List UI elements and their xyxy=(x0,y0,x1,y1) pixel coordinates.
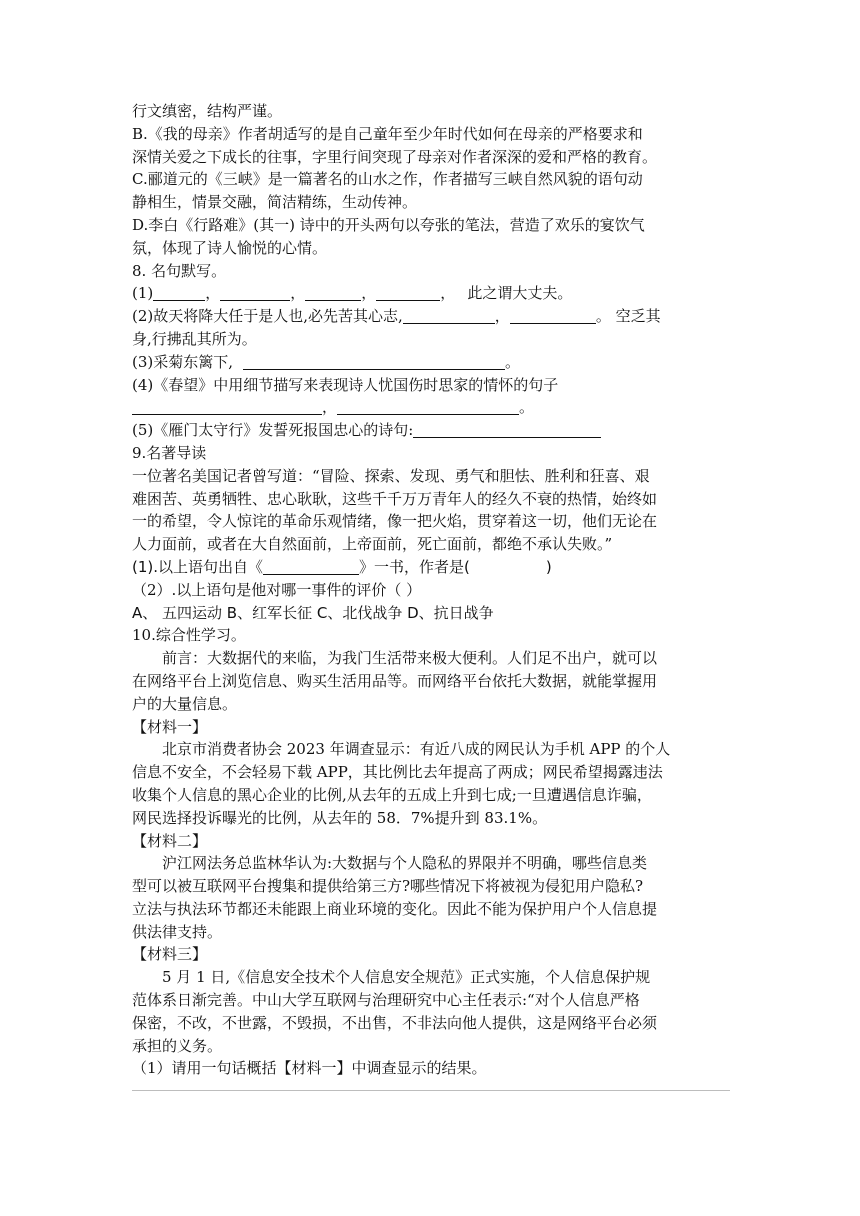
material-3-line-3: 保密，不改，不世露，不毁损，不出售，不非法向他人提供，这是网络平台必须 xyxy=(132,1013,658,1032)
material-3-line-4: 承担的义务。 xyxy=(132,1036,223,1055)
question-8-item-1: (1) ， ， ， ， 此之谓大丈夫。 xyxy=(132,284,573,303)
quote-line-1: 一位著名美国记者曾写道：“冒险、探索、发现、勇气和胆怯、胜利和狂喜、艰 xyxy=(132,466,650,485)
intro-line-2: 在网络平台上浏览信息、购买生活用品等。而网络平台依托大数据，就能掌握用 xyxy=(132,671,658,690)
answer-blank[interactable] xyxy=(376,284,440,301)
quote-line-2: 难困苦、英勇牺牲、忠心耿耿，这些千千万万青年人的经久不衰的热情，始终如 xyxy=(132,489,658,508)
option-c-line-2: 静相生，情景交融，简洁精练，生动传神。 xyxy=(132,193,418,212)
material-2-line-2: 型可以被互联网平台搜集和提供给第三方?哪些情况下将被视为侵犯用户隐私? xyxy=(132,877,644,896)
answer-blank[interactable] xyxy=(153,284,205,301)
item-number: (1) xyxy=(132,284,154,303)
material-2-heading: 【材料二】 xyxy=(132,831,208,850)
answer-blank[interactable] xyxy=(220,284,290,301)
option-b-line-2: 深情关爱之下成长的往事，字里行间突现了母亲对作者深深的爱和严格的教育。 xyxy=(132,147,658,166)
footer-divider xyxy=(132,1090,730,1091)
material-3-line-1: 5 月 1 日,《信息安全技术个人信息安全规范》正式实施，个人信息保护规 xyxy=(162,968,651,987)
item-1-ending: 此之谓大丈夫。 xyxy=(467,284,573,303)
question-8-title: 8. 名句默写。 xyxy=(132,261,227,280)
material-3-heading: 【材料三】 xyxy=(132,945,208,964)
option-b-line-1: B.《我的母亲》作者胡适写的是自己童年至少年时代如何在母亲的严格要求和 xyxy=(132,124,643,143)
material-1-line-3: 收集个人信息的黑心企业的比例,从去年的五成上升到七成;一旦遭遇信息诈骗， xyxy=(132,785,652,804)
question-9-part-2: （2）.以上语句是他对哪一事件的评价（ ） xyxy=(132,580,422,599)
material-1-line-1: 北京市消费者协会 2023 年调查显示：有近八成的网民认为手机 APP 的个人 xyxy=(162,740,671,759)
answer-blank[interactable] xyxy=(510,307,596,324)
question-9-part-1: (1).以上语句出自《 》一书，作者是( ) xyxy=(132,557,552,576)
intro-line-1: 前言：大数据代的来临，为我门生活带来极大便利。人们足不出户，就可以 xyxy=(162,649,658,668)
task-1-prompt: （1）请用一句话概括【材料一】中调查显示的结果。 xyxy=(132,1059,487,1078)
material-2-line-4: 供法律支持。 xyxy=(132,922,223,941)
material-2-line-3: 立法与执法环节都还未能跟上商业环境的变化。因此不能为保护用户个人信息提 xyxy=(132,899,658,918)
page-content xyxy=(132,100,732,1080)
answer-blank[interactable] xyxy=(305,284,361,301)
option-a-continuation: 行文缜密，结构严谨。 xyxy=(132,102,283,120)
material-3-line-2: 范体系日渐完善。中山大学互联网与治理研究中心主任表示:“对个人信息严格 xyxy=(132,991,640,1010)
question-8-item-2-continuation: 身,行拂乱其所为。 xyxy=(132,329,257,348)
material-1-heading: 【材料一】 xyxy=(132,717,208,736)
material-1-line-2: 信息不安全，不会轻易下载 APP，其比例比去年提高了两成；网民希望揭露违法 xyxy=(132,763,663,782)
question-8-item-3: (3)采菊东篱下, 。 xyxy=(132,352,521,371)
option-c-line-1: C.郦道元的《三峡》是一篇著名的山水之作，作者描写三峡自然风貌的语句动 xyxy=(132,170,643,189)
question-8-item-2: (2)故天将降大任于是人也,必先苦其心志, ， 。 空乏其 xyxy=(132,307,661,326)
question-8-item-4: (4)《春望》中用细节描写来表现诗人忧国伤时思家的情怀的句子 xyxy=(132,375,559,394)
material-2-line-1: 沪江网法务总监林华认为:大数据与个人隐私的界限并不明确，哪些信息类 xyxy=(162,854,648,873)
quote-line-3: 一的希望，令人惊诧的革命乐观情绪，像一把火焰，贯穿着这一切，他们无论在 xyxy=(132,512,658,531)
question-10-title: 10.综合性学习。 xyxy=(132,626,246,645)
book-title-blank[interactable] xyxy=(263,558,359,575)
answer-blank[interactable] xyxy=(403,307,495,324)
answer-blank[interactable] xyxy=(243,353,505,370)
option-d-line-2: 氛，体现了诗人愉悦的心情。 xyxy=(132,238,328,257)
question-8-item-5: (5)《雁门太守行》发誓死报国忠心的诗句: xyxy=(132,419,732,442)
question-9-options: A、 五四运动 B、红军长征 C、北伐战争 D、抗日战争 xyxy=(132,603,494,622)
answer-blank[interactable] xyxy=(337,398,519,415)
question-9-title: 9.名著导读 xyxy=(132,443,207,462)
question-8-item-4-answers: ， 。 xyxy=(132,396,732,419)
answer-blank[interactable] xyxy=(413,421,601,438)
intro-line-3: 户的大量信息。 xyxy=(132,694,238,713)
option-d-line-1: D.李白《行路难》(其一) 诗中的开头两句以夸张的笔法，营造了欢乐的宴饮气 xyxy=(132,215,645,234)
quote-line-4: 人力面前，或者在大自然面前，上帝面前，死亡面前，都绝不承认失败。” xyxy=(132,535,613,554)
answer-blank[interactable] xyxy=(132,398,322,415)
material-1-line-4: 网民选择投诉曝光的比例，从去年的 58．7%提升到 83.1%。 xyxy=(132,808,548,827)
